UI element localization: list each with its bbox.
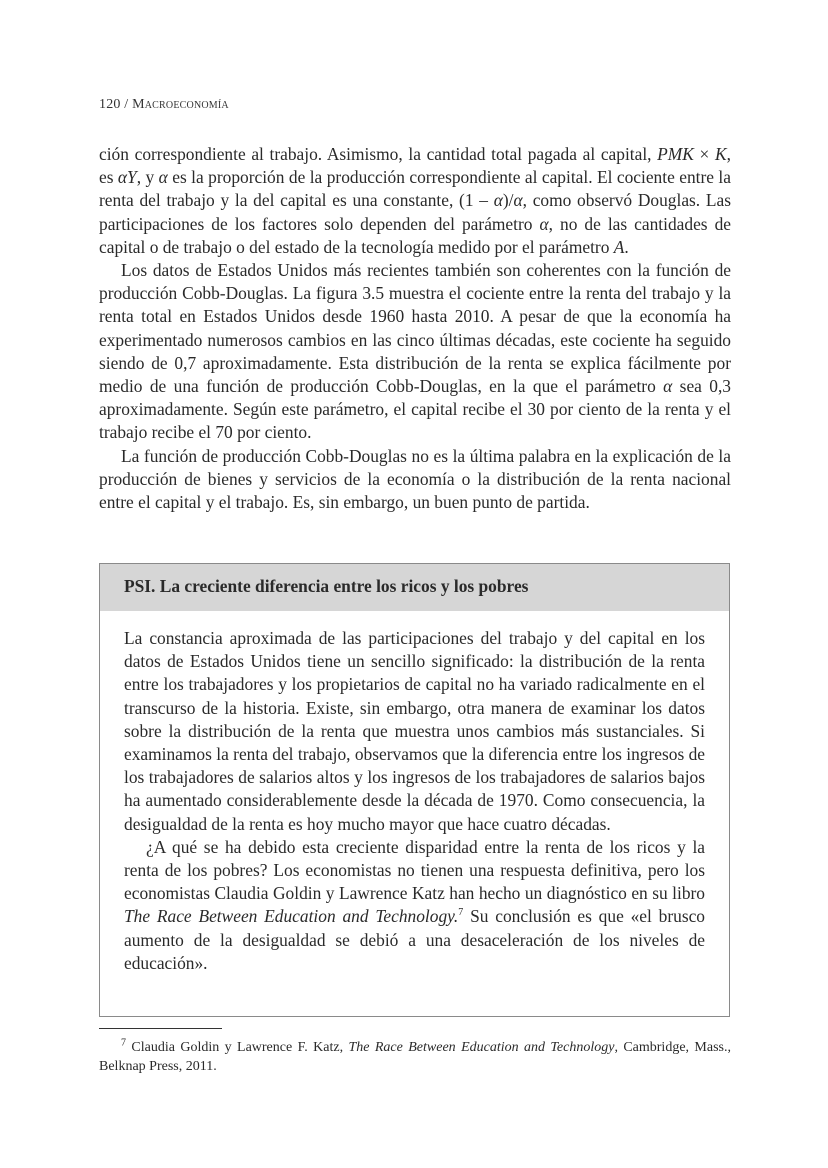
psi-box-body — [100, 611, 729, 975]
main-body-text — [99, 143, 731, 514]
book-title-italic: The Race Between Education and Technology — [348, 1040, 615, 1055]
book-title: Macroeconomía — [132, 97, 229, 112]
text-span: ¿A qué se ha debido esta creciente disparidad entre la renta de los ricos y la renta de los pobres? Los economistas no tienen una respuesta definitiva, pero los economistas Claudia Goldin y Lawrence Katz han hecho un diagnóstico en su libro — [124, 836, 705, 904]
math-alpha: α — [493, 190, 503, 211]
box-paragraph-1: La constancia aproximada de las participaciones del trabajo y del capital en los datos de Estados Unidos tiene un sencillo significado: la distribución de la renta entre los trabajadores y los propietarios de capital no ha variado radicalmente en el transcurso de la historia. Existe, sin embargo, otra manera de examinar los datos sobre la distribución de la renta que muestra unos cambios más sustanciales. Si examinamos la renta del trabajo, observamos que la diferencia entre los ingresos de los trabajadores de salarios altos y los ingresos de los trabajadores de salarios bajos ha aumentado considerablemente desde la década de 1970. Como consecuencia, la desigualdad de la renta es hoy mucho mayor que hace cuatro décadas. — [124, 628, 705, 834]
text-span: sea 0,3 aproximadamente. Según este parámetro, el capital recibe el 30 por ciento de la renta y el trabajo recibe el 70 por ciento. — [99, 376, 731, 443]
page-number: 120 — [99, 97, 121, 112]
psi-box-title: PSI. La creciente diferencia entre los ricos y los pobres — [100, 564, 729, 611]
math-pmk: PMK — [657, 144, 694, 164]
footnote — [99, 1038, 731, 1076]
footnote-number: 7 — [121, 1037, 126, 1049]
box-paragraph-2 — [124, 836, 705, 975]
text-span: , y — [136, 167, 159, 188]
book-title-italic: The Race Between Education and Technology. — [124, 906, 459, 927]
text-span: es la proporción de la producción correspondiente al capital. El cociente entre la renta del trabajo y la del capital es una constante, (1 – — [99, 167, 731, 211]
psi-box — [99, 563, 730, 1017]
math-k: K — [715, 144, 727, 164]
text-span: , es — [99, 144, 731, 188]
footnote-7 — [99, 1038, 731, 1076]
running-head-separator: / — [120, 97, 133, 112]
math-alpha: α — [539, 213, 549, 234]
text-span: , Cambridge, Mass., Belknap Press, 2011. — [99, 1040, 731, 1074]
text-span: . — [624, 236, 629, 257]
text-span: ción correspondiente al trabajo. Asimismo, la cantidad total pagada al capital, — [99, 144, 658, 164]
math-alpha-y: αY — [117, 167, 137, 188]
text-span: , como observó Douglas. Las participaciones de los factores solo dependen del parámetro — [99, 190, 731, 234]
math-alpha: α — [513, 190, 523, 211]
text-span: × — [693, 144, 716, 164]
text-span: )/ — [502, 190, 514, 211]
text-span: , no de las cantidades de capital o de trabajo o del estado de la tecnología medido por el parámetro — [99, 213, 731, 257]
math-alpha: α — [158, 167, 168, 188]
running-head — [99, 97, 229, 113]
math-a: A — [613, 236, 625, 257]
footnote-divider — [99, 1028, 222, 1029]
text-span: Claudia Goldin y Lawrence F. Katz, — [126, 1040, 349, 1055]
paragraph-1 — [99, 143, 731, 259]
paragraph-3: La función de producción Cobb-Douglas no es la última palabra en la explicación de la producción de bienes y servicios de la economía o la distribución de la renta nacional entre el capital y el trabajo. Es, sin embargo, un buen punto de partida. — [99, 445, 731, 513]
math-alpha: α — [663, 376, 673, 397]
text-span: Los datos de Estados Unidos más recientes también son coherentes con la función de producción Cobb-Douglas. La figura 3.5 muestra el cociente entre la renta del trabajo y la renta total en Estados Unidos desde 1960 hasta 2010. A pesar de que la economía ha experimentado numerosos cambios en las cinco últimas décadas, este cociente ha seguido siendo de 0,7 aproximadamente. Esta distribución de la renta se explica fácilmente por medio de una función de producción Cobb-Douglas, en la que el parámetro — [99, 260, 731, 397]
text-span: Su conclusión es que «el brusco aumento de la desigualdad se debió a una desaceleración de los niveles de educación». — [124, 906, 705, 973]
paragraph-2 — [99, 259, 731, 445]
footnote-ref[interactable]: 7 — [458, 907, 464, 919]
